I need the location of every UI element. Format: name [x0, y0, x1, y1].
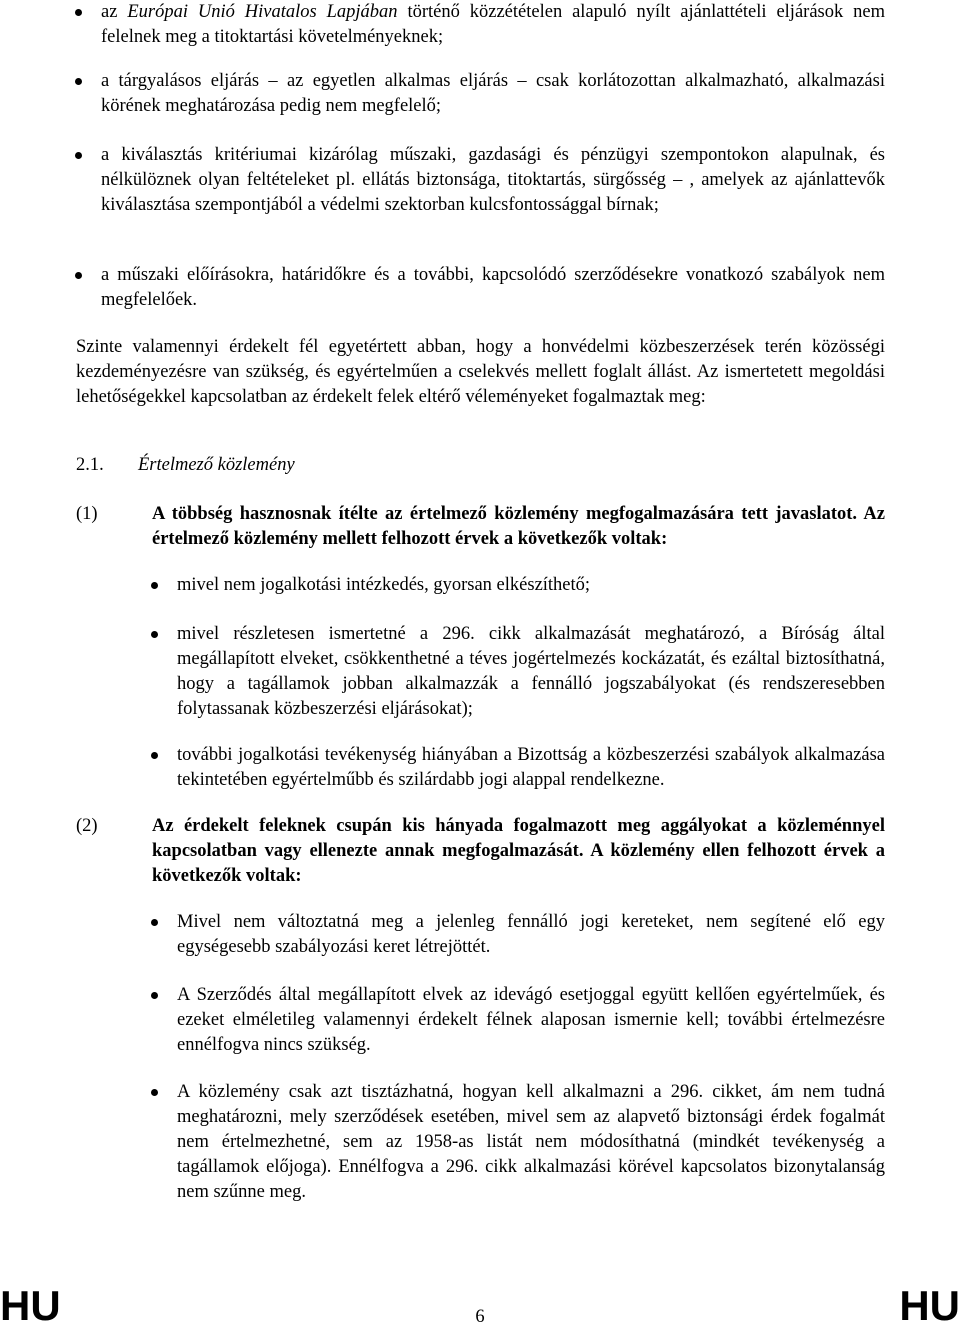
bullet-item: mivel nem jogalkotási intézkedés, gyorsan elkészíthető;	[177, 573, 885, 598]
bullet-item: további jogalkotási tevékenység hiányában a Bizottság a közbeszerzési szabályok alkalmazása tekintetében egyértelműbb és szilárdabb jogi alappal rendelkezne.	[177, 743, 885, 793]
footer-language-right: HU	[899, 1282, 960, 1329]
page-number: 6	[475, 1307, 485, 1327]
bullet-item: a műszaki előírásokra, határidőkre és a további, kapcsolódó szerződésekre vonatkozó szabályok nem megfelelőek.	[101, 263, 885, 313]
numbered-item-2	[76, 814, 885, 889]
item-bold-text: Az érdekelt feleknek csupán kis hányada fogalmazott meg aggályokat a közleménnyel kapcsolatban vagy ellenezte annak megfogalmazását. A közlemény ellen felhozott érvek a következők voltak:	[152, 816, 885, 886]
bullet-item: Mivel nem változtatná meg a jelenleg fennálló jogi kereteket, nem segítené elő egy egységesebb szabályozási keret létrejöttét.	[177, 910, 885, 960]
item-number: (2)	[76, 816, 98, 836]
body-paragraph: Szinte valamennyi érdekelt fél egyetértett abban, hogy a honvédelmi közbeszerzések terén közösségi kezdeményezésre van szükség, és egyértelműen a cselekvés mellett foglalt állást. Az ismertetett megoldási lehetőségekkel kapcsolatban az érdekelt felek eltérő véleményeket fogalmaztak meg:	[76, 337, 885, 407]
bullet-item: a tárgyalásos eljárás – az egyetlen alkalmas eljárás – csak korlátozottan alkalmazható, alkalmazási körének meghatározása pedig nem megfelelő;	[101, 69, 885, 119]
footer-language-left: HU	[0, 1282, 61, 1329]
section-number: 2.1.	[76, 455, 104, 475]
bullet-item: A közlemény csak azt tisztázhatná, hogyan kell alkalmazni a 296. cikket, ám nem tudná meghatározni, mely szerződések esetében, mivel sem az alapvető biztonsági érdek fogalmát nem értelmezhetné, sem az 1958-as listát nem módosíthatná (mindkét tevékenység a tagállamok előjoga). Ennélfogva a 296. cikk alkalmazási körével kapcsolatos bizonytalanság nem szűnne meg.	[177, 1080, 885, 1205]
bullet-item: az Európai Unió Hivatalos Lapjában történő közzétételen alapuló nyílt ajánlattételi eljárások nem felelnek meg a titoktartási követelményeknek;	[101, 0, 885, 50]
bullet-item: A Szerződés által megállapított elvek az idevágó esetjoggal együtt kellően egyértelműek, és ezeket elméletileg valamennyi érdekelt félnek alaposan ismernie kell; további értelmezésre ennélfogva nincs szükség.	[177, 983, 885, 1058]
bullet-item: mivel részletesen ismertetné a 296. cikk alkalmazását meghatározó, a Bíróság által megállapított elveket, csökkenthetné a téves jogértelmezés kockázatát, és ezáltal biztosíthatná, hogy a tagállamok jobban alkalmazzák a fennálló jogszabályokat (és rendszeresebben folytassanak közbeszerzési eljárásokat);	[177, 622, 885, 722]
numbered-item-1	[76, 502, 885, 552]
section-heading	[76, 453, 295, 478]
item-number: (1)	[76, 504, 98, 524]
section-title: Értelmező közlemény	[138, 455, 295, 475]
bullet-item: a kiválasztás kritériumai kizárólag műszaki, gazdasági és pénzügyi szempontokon alapulnak, és nélkülöznek olyan feltételeket pl. ellátás biztonsága, titoktartás, sürgősség – , amelyek az ajánlattevők kiválasztása szempontjából a védelmi szektorban kulcsfontossággal bírnak;	[101, 143, 885, 218]
item-bold-text: A többség hasznosnak ítélte az értelmező közlemény megfogalmazására tett javaslatot. Az értelmező közlemény mellett felhozott érvek a következők voltak:	[152, 504, 885, 549]
